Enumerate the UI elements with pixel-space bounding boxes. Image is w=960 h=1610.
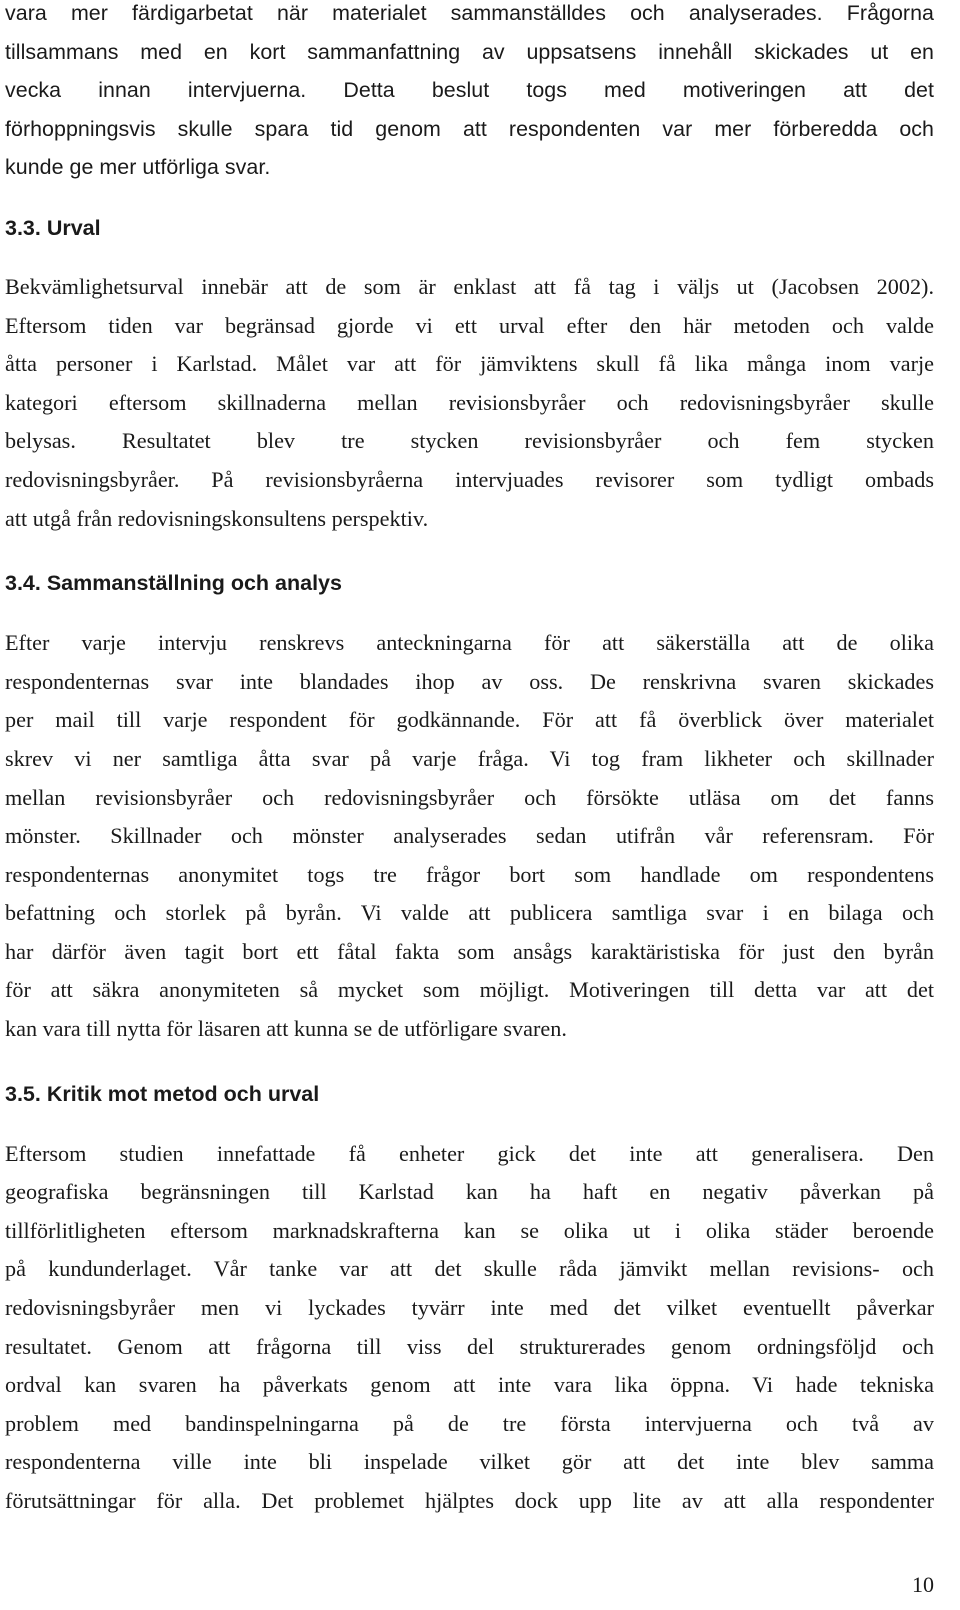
intro-line: vecka innan intervjuerna. Detta beslut togs med motiveringen att det — [5, 78, 934, 103]
section-paragraph-sammanstallning — [5, 624, 934, 1049]
paragraph-line: belysas. Resultatet blev tre stycken revisionsbyråer och fem stycken — [5, 428, 934, 454]
paragraph-line: respondenternas anonymitet togs tre frågor bort som handlade om respondentens — [5, 861, 934, 887]
paragraph-line: geografiska begränsningen till Karlstad kan ha haft en negativ påverkan på — [5, 1179, 934, 1205]
intro-paragraph — [5, 0, 934, 187]
paragraph-line: resultatet. Genom att frågorna till viss del strukturerades genom ordningsföljd och — [5, 1333, 934, 1359]
paragraph-line: respondenterna ville inte bli inspelade vilket gör att det inte blev samma — [5, 1449, 934, 1475]
paragraph-line: redovisningsbyråer men vi lyckades tyvärr inte med det vilket eventuellt påverkar — [5, 1295, 934, 1321]
paragraph-line: förutsättningar för alla. Det problemet hjälptes dock upp lite av att alla respondenter — [5, 1488, 934, 1513]
paragraph-line: tillförlitligheten eftersom marknadskrafterna kan se olika ut i olika städer beroende — [5, 1217, 934, 1243]
paragraph-line: mönster. Skillnader och mönster analyserades sedan utifrån vår referensram. För — [5, 823, 934, 849]
paragraph-line: ordval kan svaren ha påverkats genom att inte vara lika öppna. Vi hade tekniska — [5, 1372, 934, 1398]
page-number: 10 — [912, 1572, 934, 1597]
section-heading-kritik: 3.5. Kritik mot metod och urval — [5, 1081, 320, 1106]
paragraph-line: för att säkra anonymiteten så mycket som möjligt. Motiveringen till detta var att det — [5, 977, 934, 1003]
section-heading-urval: 3.3. Urval — [5, 215, 101, 240]
paragraph-line: Efter varje intervju renskrevs anteckningarna för att säkerställa att de olika — [5, 630, 934, 656]
intro-line: kunde ge mer utförliga svar. — [5, 155, 271, 180]
paragraph-line: Eftersom tiden var begränsad gjorde vi ett urval efter den här metoden och valde — [5, 312, 934, 338]
paragraph-line: kategori eftersom skillnaderna mellan revisionsbyråer och redovisningsbyråer skulle — [5, 389, 934, 415]
paragraph-line: Eftersom studien innefattade få enheter gick det inte att generalisera. Den — [5, 1140, 934, 1166]
intro-line: tillsammans med en kort sammanfattning av uppsatsens innehåll skickades ut en — [5, 39, 934, 64]
paragraph-line: problem med bandinspelningarna på de tre första intervjuerna och två av — [5, 1410, 934, 1436]
intro-line: vara mer färdigarbetat när materialet sammanställdes och analyserades. Frågorna — [5, 1, 934, 25]
section-paragraph-kritik — [5, 1135, 934, 1521]
paragraph-line: kan vara till nytta för läsaren att kunna se de utförligare svaren. — [5, 1016, 567, 1042]
paragraph-line: skrev vi ner samtliga åtta svar på varje fråga. Vi tog fram likheter och skillnader — [5, 745, 934, 771]
paragraph-line: per mail till varje respondent för godkännande. För att få överblick över materialet — [5, 707, 934, 733]
paragraph-line: befattning och storlek på byrån. Vi valde att publicera samtliga svar i en bilaga och — [5, 900, 934, 926]
document-page — [5, 0, 934, 1521]
section-heading-sammanstallning: 3.4. Sammanställning och analys — [5, 571, 342, 596]
paragraph-line: att utgå från redovisningskonsultens perspektiv. — [5, 505, 429, 531]
paragraph-line: mellan revisionsbyråer och redovisningsbyråer och försökte utläsa om det fanns — [5, 784, 934, 810]
intro-line: förhoppningsvis skulle spara tid genom att respondenten var mer förberedda och — [5, 116, 934, 141]
paragraph-line: åtta personer i Karlstad. Målet var att för jämviktens skull få lika många inom varje — [5, 351, 934, 377]
paragraph-line: på kundunderlaget. Vår tanke var att det skulle råda jämvikt mellan revisions- och — [5, 1256, 934, 1282]
paragraph-line: redovisningsbyråer. På revisionsbyråerna intervjuades revisorer som tydligt ombads — [5, 466, 934, 492]
section-paragraph-urval — [5, 268, 934, 538]
paragraph-line: respondenternas svar inte blandades ihop av oss. De renskrivna svaren skickades — [5, 668, 934, 694]
paragraph-line: har därför även tagit bort ett fåtal fakta som ansågs karaktäristiska för just den byrån — [5, 938, 934, 964]
paragraph-line: Bekvämlighetsurval innebär att de som är enklast att få tag i väljs ut (Jacobsen 2002). — [5, 273, 934, 299]
